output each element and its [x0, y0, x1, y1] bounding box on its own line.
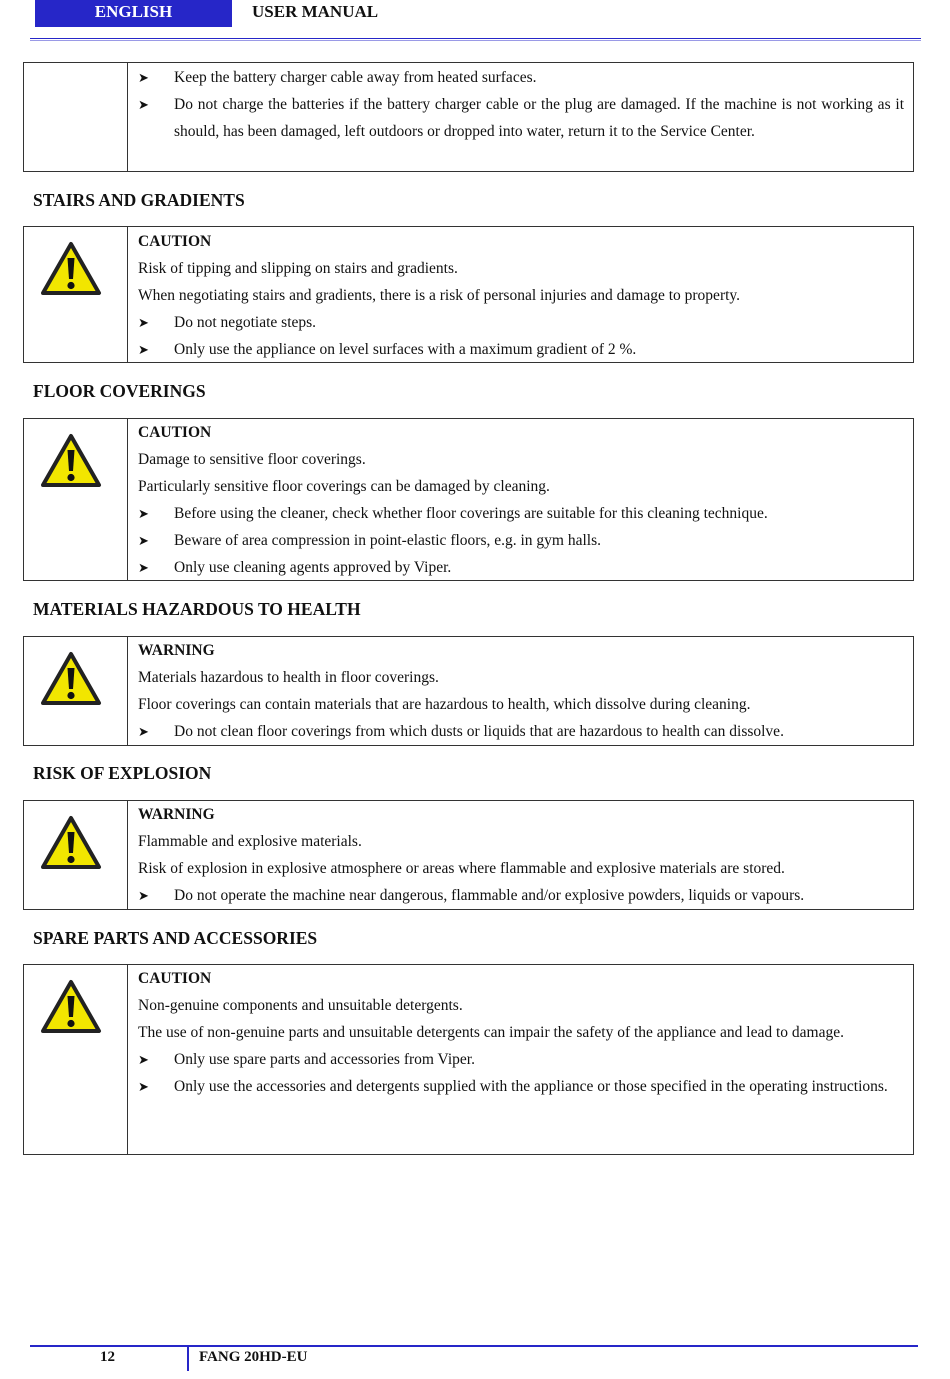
- section-heading: RISK OF EXPLOSION: [33, 763, 212, 783]
- caution-box-floor-coverings: [23, 418, 914, 581]
- language-tab: ENGLISH: [35, 0, 232, 27]
- arrow-bullet-icon: ➤: [138, 888, 149, 903]
- bullet-item: ➤ Only use the accessories and detergents supplied with the appliance or those specified in the operating instructions.: [138, 1073, 904, 1100]
- hazard-level: WARNING: [138, 642, 215, 659]
- hazard-description: When negotiating stairs and gradients, there is a risk of personal injuries and damage to property.: [138, 287, 741, 304]
- arrow-bullet-icon: ➤: [138, 342, 149, 357]
- bullet-item: ➤ Do not clean floor coverings from which dusts or liquids that are hazardous to health can dissolve.: [138, 718, 904, 745]
- bullet-item: ➤ Keep the battery charger cable away from heated surfaces.: [138, 64, 904, 91]
- arrow-bullet-icon: ➤: [138, 560, 149, 575]
- icon-cell: [24, 227, 128, 362]
- hazard-level: CAUTION: [138, 970, 212, 987]
- hazard-subject: Non-genuine components and unsuitable detergents.: [138, 997, 463, 1014]
- section-heading: FLOOR COVERINGS: [33, 381, 206, 401]
- arrow-bullet-icon: ➤: [138, 70, 149, 85]
- hazard-description: Floor coverings can contain materials that are hazardous to health, which dissolve during cleaning.: [138, 696, 751, 713]
- hazard-subject: Materials hazardous to health in floor coverings.: [138, 669, 439, 686]
- caution-box-spare-parts: [23, 964, 914, 1155]
- warning-triangle-icon: [40, 979, 102, 1035]
- arrow-bullet-icon: ➤: [138, 533, 149, 548]
- section-heading: MATERIALS HAZARDOUS TO HEALTH: [33, 599, 361, 619]
- footer-divider: [30, 1345, 918, 1347]
- hazard-subject: Flammable and explosive materials.: [138, 833, 362, 850]
- warning-triangle-icon: [40, 241, 102, 297]
- hazard-description: Particularly sensitive floor coverings can be damaged by cleaning.: [138, 478, 550, 495]
- hazard-level: CAUTION: [138, 233, 212, 250]
- bullet-item: ➤ Beware of area compression in point-elastic floors, e.g. in gym halls.: [138, 527, 904, 554]
- arrow-bullet-icon: ➤: [138, 1079, 149, 1094]
- document-title: USER MANUAL: [252, 2, 379, 21]
- bullet-item: ➤ Do not charge the batteries if the battery charger cable or the plug are damaged. If the machine is not working as it should, has been damaged, left outdoors or dropped into water, return it to the Service Center.: [138, 91, 904, 145]
- section-heading: STAIRS AND GRADIENTS: [33, 190, 245, 210]
- page-number: 12: [100, 1349, 115, 1365]
- hazard-level: WARNING: [138, 806, 215, 823]
- hazard-description: Risk of explosion in explosive atmosphere or areas where flammable and explosive materials are stored.: [138, 860, 785, 877]
- hazard-subject: Damage to sensitive floor coverings.: [138, 451, 366, 468]
- arrow-bullet-icon: ➤: [138, 315, 149, 330]
- header-divider: [30, 38, 921, 39]
- arrow-bullet-icon: ➤: [138, 724, 149, 739]
- hazard-subject: Risk of tipping and slipping on stairs and gradients.: [138, 260, 458, 277]
- warning-triangle-icon: [40, 433, 102, 489]
- icon-cell: [24, 419, 128, 580]
- arrow-bullet-icon: ➤: [138, 1052, 149, 1067]
- warning-triangle-icon: [40, 651, 102, 707]
- battery-charger-box: [23, 62, 914, 172]
- bullet-item: ➤ Do not negotiate steps.: [138, 309, 904, 336]
- warning-box-explosion: [23, 800, 914, 910]
- arrow-bullet-icon: ➤: [138, 97, 149, 112]
- icon-cell: [24, 965, 128, 1154]
- header-divider-secondary: [30, 40, 921, 41]
- bullet-item: ➤ Do not operate the machine near dangerous, flammable and/or explosive powders, liquids or vapours.: [138, 882, 904, 909]
- warning-box-hazardous-materials: [23, 636, 914, 746]
- empty-icon-cell: [24, 63, 128, 171]
- caution-box-stairs: [23, 226, 914, 363]
- bullet-item: ➤ Only use cleaning agents approved by Viper.: [138, 554, 904, 581]
- bullet-item: ➤ Only use spare parts and accessories from Viper.: [138, 1046, 904, 1073]
- hazard-level: CAUTION: [138, 424, 212, 441]
- icon-cell: [24, 637, 128, 745]
- icon-cell: [24, 801, 128, 909]
- warning-triangle-icon: [40, 815, 102, 871]
- footer-separator: [187, 1347, 189, 1371]
- arrow-bullet-icon: ➤: [138, 506, 149, 521]
- bullet-item: ➤ Only use the appliance on level surfaces with a maximum gradient of 2 %.: [138, 336, 904, 363]
- bullet-item: ➤ Before using the cleaner, check whether floor coverings are suitable for this cleaning technique.: [138, 500, 904, 527]
- hazard-description: The use of non-genuine parts and unsuitable detergents can impair the safety of the appliance and lead to damage.: [138, 1024, 844, 1041]
- section-heading: SPARE PARTS AND ACCESSORIES: [33, 928, 318, 948]
- model-name: FANG 20HD-EU: [199, 1349, 308, 1365]
